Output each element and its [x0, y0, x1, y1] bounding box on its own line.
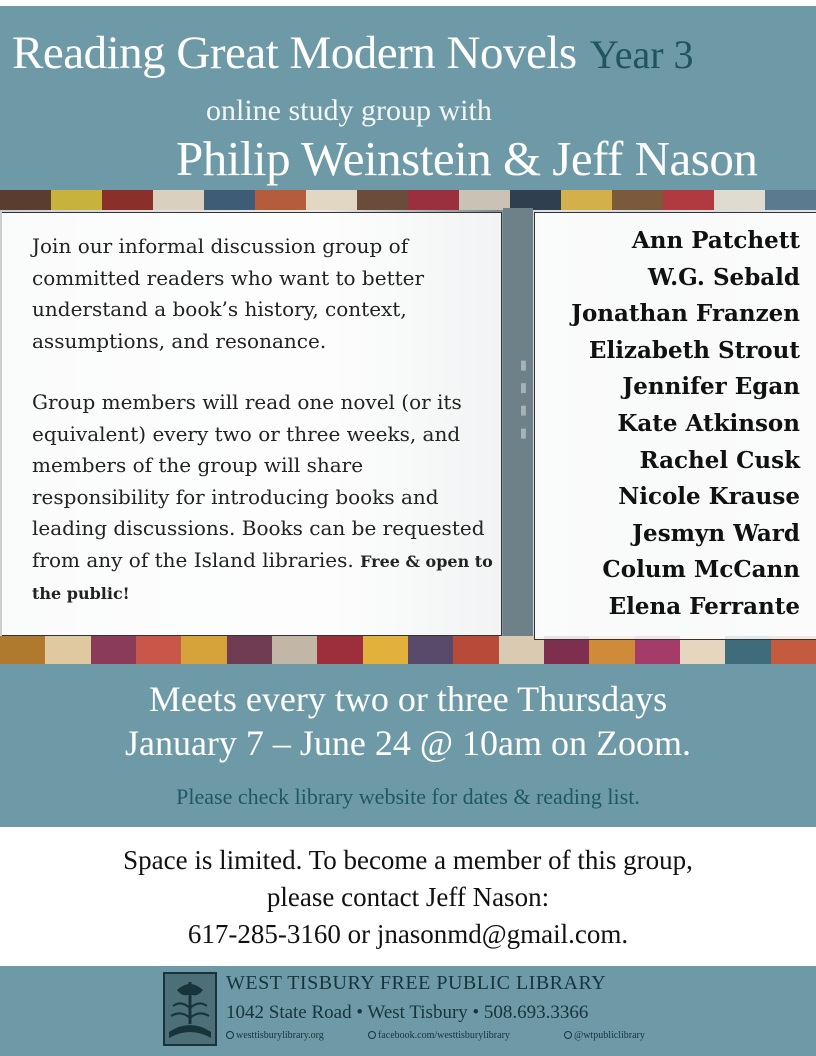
members-paragraph	[32, 387, 497, 610]
intro-paragraph: Join our informal discussion group of committed readers who want to better understand a book’s history, context, assumptions, and resonance.	[32, 234, 425, 353]
schedule-dates: January 7 – June 24 @ 10am on Zoom.	[124, 723, 692, 763]
author-item: Kate Atkinson	[617, 409, 800, 437]
description-panel	[2, 212, 502, 636]
title-line	[12, 26, 694, 80]
spine-lettering: ▮ ▮ ▮ ▮	[517, 357, 532, 443]
author-item: Elena Ferrante	[608, 592, 800, 620]
authors-panel	[534, 212, 816, 640]
author-item: Jennifer Egan	[622, 373, 800, 401]
description-text	[32, 231, 497, 640]
contact-section	[0, 842, 816, 953]
author-item: W.G. Sebald	[647, 263, 800, 291]
author-item: Nicole Krause	[618, 483, 800, 511]
author-item: Elizabeth Strout	[588, 336, 800, 364]
members-text: Group members will read one novel (or its equivalent) every two or three weeks, and members of the group will share responsibility for introducing books and leading discussions. Books can be requested from any of the Island libraries.	[32, 390, 485, 572]
footer-band	[0, 966, 816, 1056]
library-name: WEST TISBURY FREE PUBLIC LIBRARY	[226, 972, 607, 994]
page-title: Reading Great Modern Novels	[12, 27, 577, 79]
author-item: Jonathan Franzen	[571, 300, 800, 328]
header-band	[0, 6, 816, 190]
author-item: Colum McCann	[602, 556, 800, 584]
author-item: Rachel Cusk	[639, 446, 800, 474]
author-item: Jesmyn Ward	[632, 519, 800, 547]
subtitle: online study group with	[206, 94, 492, 127]
author-list	[571, 223, 800, 626]
contact-line: please contact Jeff Nason:	[266, 882, 550, 912]
library-address: 1042 State Road • West Tisbury • 508.693.3366	[226, 1002, 589, 1023]
book-spines-top	[0, 190, 816, 210]
facebook-link[interactable]: facebook.com/westtisburylibrary	[368, 1030, 510, 1041]
instagram-icon	[564, 1031, 572, 1039]
book-spines-bottom	[0, 636, 816, 664]
contact-details: 617-285-3160 or jnasonmd@gmail.com.	[187, 919, 629, 949]
contact-line: Space is limited. To become a member of this group,	[123, 845, 693, 875]
library-logo-icon	[163, 972, 217, 1046]
group-leaders: Philip Weinstein & Jeff Nason	[176, 131, 758, 186]
free-note: Free & open to the public!	[32, 551, 493, 603]
facebook-icon	[368, 1031, 376, 1039]
globe-icon	[226, 1031, 234, 1039]
author-item: Ann Patchett	[631, 227, 800, 254]
schedule-frequency: Meets every two or three Thursdays	[148, 679, 668, 719]
instagram-link[interactable]: @wtpubliclibrary	[564, 1030, 645, 1041]
website-link[interactable]: westtisburylibrary.org	[226, 1030, 324, 1041]
year-label: Year 3	[589, 32, 694, 77]
schedule-band	[0, 664, 816, 827]
website-note: Please check library website for dates & reading list.	[176, 784, 640, 809]
